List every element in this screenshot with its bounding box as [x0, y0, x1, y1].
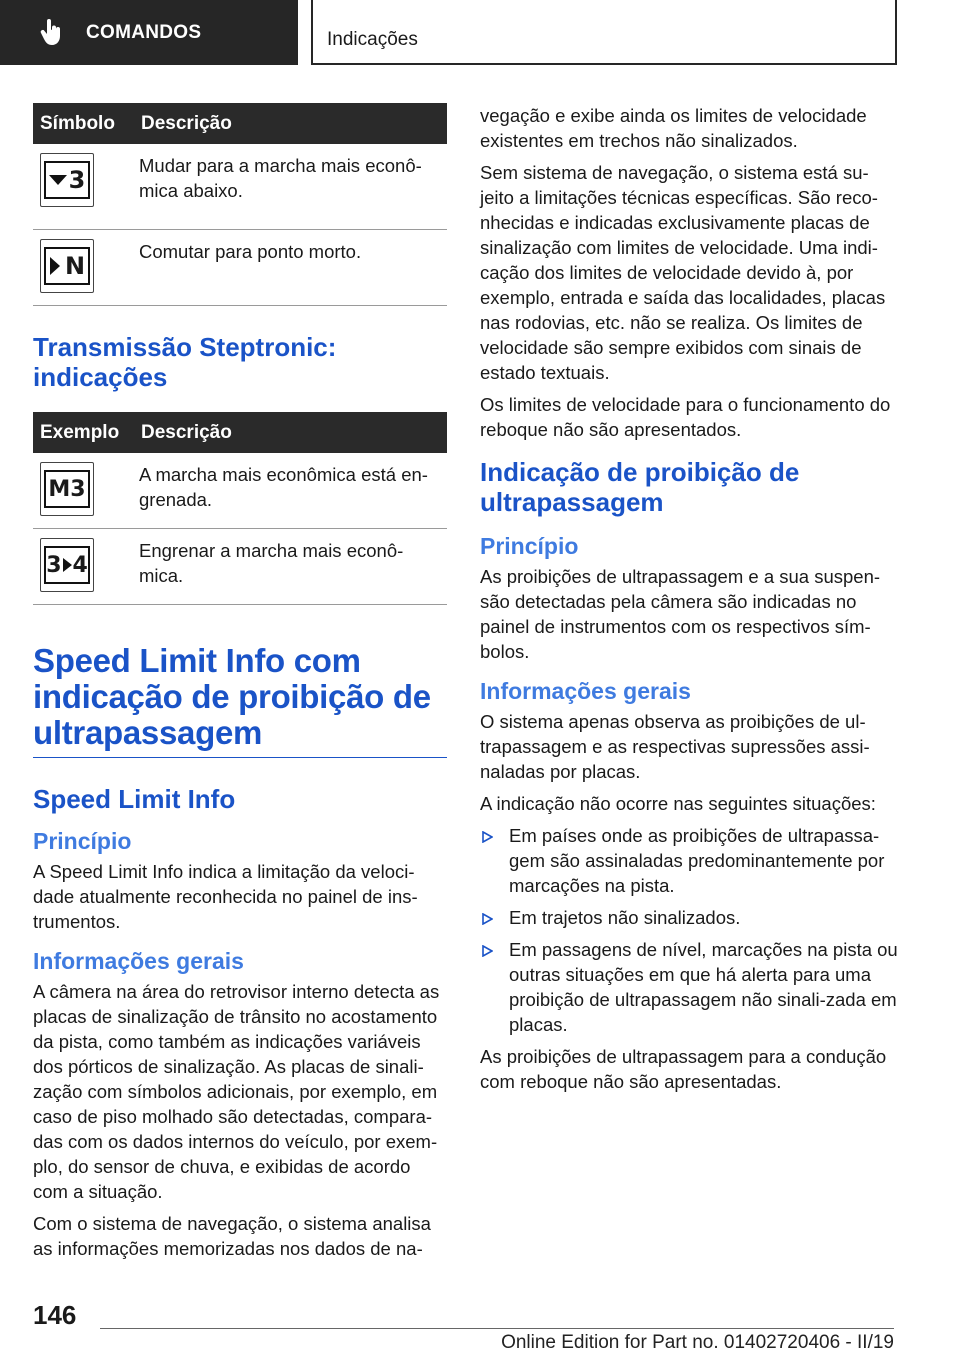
hand-pointer-icon — [40, 19, 64, 47]
footer-rule — [100, 1328, 894, 1329]
table-row — [33, 230, 447, 306]
subsection-title-info: Informações gerais — [33, 948, 244, 974]
paragraph: vegação e exibe ainda os limites de velocidade existentes em trechos não sinalizados. — [480, 105, 867, 151]
symbol-text: N — [64, 251, 86, 280]
symbol-description: Mudar para a marcha mais econô-mica abaixo. — [139, 155, 422, 201]
page-number: 146 — [33, 1300, 77, 1330]
table-header-example: Exemplo — [33, 412, 134, 453]
list-item-text: Em trajetos não sinalizados. — [509, 907, 741, 928]
subsection-title-principio: Princípio — [33, 828, 132, 854]
table-row — [33, 529, 447, 605]
table-row — [33, 453, 447, 529]
table-header-description: Descrição — [134, 412, 447, 453]
chapter-rule — [33, 757, 447, 758]
paragraph: Sem sistema de navegação, o sistema está su-jeito a limitações técnicas específicas. São reco-nhecidas e indicadas exclusivamente placas de sinalização com limites de velocidade. Uma indi-cação dos limites de velocidade devido à, por exemplo, entrada e saída das localidades, placas nas rodovias, etc. não se realiza. Os limites de velocidade são sempre exibidos com sinais de estado textuais. — [480, 162, 886, 383]
chapter-title: Speed Limit Info com indicação de proibição de ultrapassagem — [33, 642, 431, 751]
paragraph: O sistema apenas observa as proibições de ul-trapassagem e as respectivas supressões assi-naladas por placas. — [480, 711, 870, 782]
symbol-text: 4 — [72, 552, 88, 578]
chapter-tab-label: COMANDOS — [86, 21, 202, 43]
left-column — [33, 103, 447, 1261]
table-header-description: Descrição — [134, 103, 447, 144]
chapter-tab — [0, 0, 298, 65]
example-table — [33, 412, 447, 605]
symbol-text: M3 — [48, 476, 86, 502]
triangle-bullet-icon — [482, 945, 493, 957]
neutral-N-icon — [40, 239, 94, 293]
paragraph: A câmera na área do retrovisor interno detecta as placas de sinalização de trânsito no acostamento da pista, como também as indicações variáveis dos pórticos de sinalização. As placas de sinali-zação com símbolos adicionais, por exemplo, em caso de piso molhado são detectadas, compara-das com os dados internos do veículo, por exem-plo, do sensor de chuva, e exibidas de acordo com a situação. — [33, 981, 440, 1202]
gear-M3-icon — [40, 462, 94, 516]
table-row — [33, 144, 447, 230]
section-title-steptronic: Transmissão Steptronic: indicações — [33, 332, 337, 392]
triangle-bullet-icon — [482, 831, 493, 843]
symbol-description: Comutar para ponto morto. — [139, 241, 362, 262]
shift-down-3-icon — [40, 153, 94, 207]
section-title-speed-limit: Speed Limit Info — [33, 784, 236, 814]
symbol-text: 3 — [68, 165, 86, 194]
list-item — [480, 905, 898, 930]
paragraph: Com o sistema de navegação, o sistema analisa as informações memorizadas nos dados de na- — [33, 1213, 431, 1259]
list-item-text: Em países onde as proibições de ultrapassa-gem são assinaladas predominantemente por marcações na pista. — [509, 825, 885, 896]
footer-edition: Online Edition for Part no. 01402720406 - II/19 — [501, 1332, 894, 1353]
subsection-title-info: Informações gerais — [480, 678, 691, 704]
example-description: A marcha mais econômica está en-grenada. — [139, 464, 428, 510]
symbol-table — [33, 103, 447, 306]
right-column — [480, 103, 898, 1094]
example-description: Engrenar a marcha mais econô-mica. — [139, 540, 404, 586]
list-item-text: Em passagens de nível, marcações na pista ou outras situações em que há alerta para uma proibição de ultrapassagem não sinali-zada em placas. — [509, 939, 898, 1035]
subsection-title-principio: Princípio — [480, 533, 579, 559]
paragraph: Os limites de velocidade para o funcionamento do reboque não são apresentados. — [480, 394, 891, 440]
bullet-list — [480, 823, 898, 1037]
triangle-bullet-icon — [482, 913, 493, 925]
section-title-overtaking: Indicação de proibição de ultrapassagem — [480, 457, 800, 517]
paragraph: A Speed Limit Info indica a limitação da veloci-dade atualmente reconhecida no painel de ins-trumentos. — [33, 861, 418, 932]
list-item — [480, 937, 898, 1037]
shift-3-to-4-icon — [40, 538, 94, 592]
paragraph: A indicação não ocorre nas seguintes situações: — [480, 793, 876, 814]
section-header — [311, 0, 897, 65]
section-header-label: Indicações — [327, 29, 418, 50]
list-item — [480, 823, 898, 898]
paragraph: As proibições de ultrapassagem e a sua suspen-são detectadas pela câmera são indicadas no painel de instrumentos com os respectivos sím-bolos. — [480, 566, 881, 662]
table-header-symbol: Símbolo — [33, 103, 134, 144]
symbol-text: 3 — [46, 552, 62, 578]
paragraph: As proibições de ultrapassagem para a condução com reboque não são apresentadas. — [480, 1046, 887, 1092]
